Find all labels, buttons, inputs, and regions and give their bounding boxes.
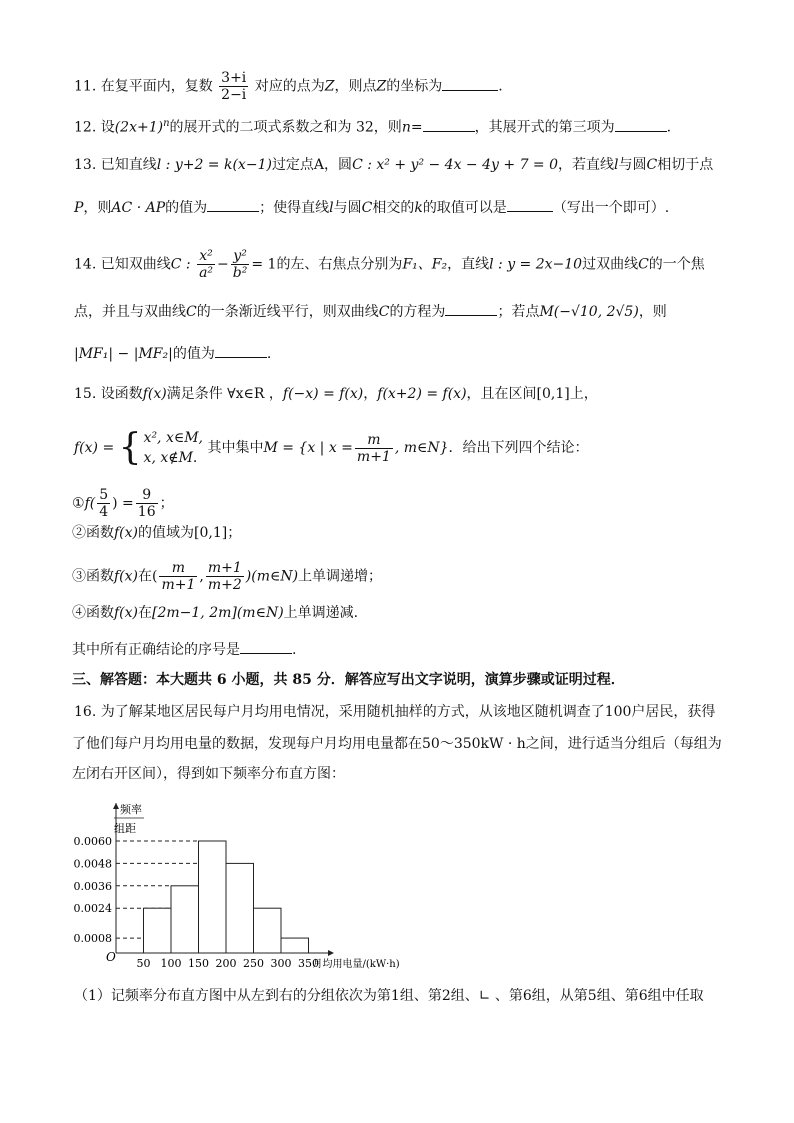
q14-end: .	[266, 346, 272, 362]
q15-conclusion-3	[72, 560, 382, 593]
answer-blank[interactable]	[240, 639, 292, 654]
q15-interval: [0,1]	[536, 386, 570, 402]
q13-text: （写出一个即可）.	[552, 200, 670, 216]
frac-denominator: 2−i	[221, 87, 247, 103]
q15-line-1	[74, 384, 598, 404]
q12-expr: (2x+1)	[114, 119, 164, 136]
brace-icon: {	[118, 427, 142, 468]
q13-text: 与圆	[618, 157, 647, 173]
q14-text: ，直线	[447, 256, 490, 273]
q13-var-p: P	[74, 200, 84, 216]
q14-var: C	[378, 304, 390, 320]
q13-line-1	[74, 155, 713, 175]
q14-line-eq: l : y = 2x−10	[489, 256, 583, 273]
q15-text: 其中集中	[207, 440, 264, 456]
q11-var-z2: Z	[376, 78, 387, 95]
q15-text: ．给出下列四个结论：	[448, 440, 589, 456]
q16-line-4: （1）记频率分布直方图中从左到右的分组依次为第1组、第2组、∟ 、第6组，从第5组、第6组中任取	[74, 988, 704, 1004]
q15-text: 在	[138, 605, 153, 621]
q12-text-3: ，其展开式的第三项为	[474, 119, 615, 136]
q11-text-4: 的坐标为	[386, 78, 443, 95]
q12-eq: =	[410, 119, 423, 136]
frac-denominator: m+1	[356, 448, 391, 465]
q15-text: ④函数	[72, 605, 114, 621]
histogram-bar	[254, 908, 282, 953]
q15-text: ) =	[112, 495, 134, 512]
x-tick-label: 150	[188, 957, 209, 970]
q13-vector-product: AC · AP	[111, 200, 166, 216]
y-axis-label-bottom: 组距	[114, 822, 136, 835]
q13-text: 的值为	[165, 200, 208, 216]
q15-text: 的值域为	[138, 525, 195, 541]
q14-var: C	[186, 304, 197, 320]
q14-number: 14.	[74, 256, 97, 273]
q15-conclusion-1	[72, 487, 174, 520]
answer-blank[interactable]	[207, 197, 259, 212]
x-axis-label: 月均用电量/(kW·h)	[312, 959, 400, 970]
q15-text: 设函数	[100, 386, 143, 402]
q11-text-3: ，则点	[334, 78, 377, 95]
frac-numerator: m	[159, 560, 197, 577]
q15-text: 在	[138, 568, 153, 585]
answer-blank[interactable]	[423, 117, 475, 132]
y-tick-label: 0.0048	[73, 857, 112, 871]
histogram-bar	[226, 863, 254, 953]
q15-case-2: x, x∉M.	[143, 450, 198, 466]
q15-text: ②函数	[72, 525, 114, 541]
q12-text-1: 设	[100, 119, 115, 136]
q15-frac-b	[206, 560, 244, 593]
q16-line-1: 16. 为了解某地区居民每户月均用电情况，采用随机抽样的方式，从该地区随机调查了100户居民，获得	[74, 704, 716, 720]
section-title: 三、解答题：本大题共 6 小题，共 85 分．解答应写出文字说明，演算步骤或证明过程．	[72, 672, 625, 688]
q14-var-c: C :	[170, 256, 191, 273]
q14-text: 的值为	[172, 346, 215, 362]
q15-conclusion-4	[72, 603, 358, 623]
q11-end: .	[498, 78, 503, 95]
q14-minus: −	[217, 256, 229, 273]
y-tick-label: 0.0036	[73, 879, 112, 893]
q15-text: ；	[159, 495, 174, 512]
frac-numerator: x²	[197, 248, 215, 265]
q14-text: 过双曲线	[582, 256, 639, 273]
frac-denominator: m+2	[207, 577, 242, 593]
frac-denominator: 16	[137, 504, 156, 520]
q14-var: C	[638, 256, 649, 273]
q15-text: ，	[363, 386, 378, 402]
y-axis-arrow-icon	[113, 803, 119, 809]
q15-interval: [0,1]	[194, 525, 228, 541]
q15-set-end: , m∈N}	[394, 440, 449, 456]
x-tick-label: 200	[215, 957, 237, 970]
q13-text: ，则	[83, 200, 112, 216]
conclusion-marker: ①	[72, 495, 85, 512]
q15-period-cond: f(x+2) = f(x)	[377, 386, 467, 402]
histogram-bar	[281, 938, 309, 953]
q12-var-n: n	[401, 119, 411, 136]
q15-text: 上单调递增；	[298, 568, 383, 585]
q13-text: 已知直线	[100, 157, 157, 173]
q14-line-1	[74, 248, 705, 281]
q16-line-3: 左闭右开区间），得到如下频率分布直方图：	[72, 766, 345, 782]
answer-blank[interactable]	[442, 76, 498, 91]
q13-var: C	[361, 200, 373, 216]
q15-fx: f(x)	[114, 568, 139, 585]
q14-text: ；若点	[497, 304, 540, 320]
histogram-bar	[144, 908, 172, 953]
q13-line-eq: l : y+2 = k(x−1)	[156, 157, 272, 173]
q14-fraction-x	[197, 248, 215, 281]
q15-text: ，且在区间	[466, 386, 537, 402]
q14-text: 点，并且与双曲线	[74, 304, 186, 320]
q12-number: 12.	[74, 119, 97, 136]
q14-fraction-y	[231, 248, 250, 281]
q15-text: 上，	[569, 386, 598, 402]
q14-point-m: M(−√10, 2√5)	[539, 304, 639, 320]
q13-var: C	[646, 157, 658, 173]
q15-frac-a	[159, 560, 197, 593]
q14-foci: F₁、F₂	[402, 256, 448, 273]
frac-numerator: 9	[136, 487, 158, 504]
frequency-histogram	[70, 795, 420, 975]
frac-numerator: 3+i	[221, 70, 247, 86]
q16-line-2: 了他们每户月均用电量的数据，发现每户月均用电量都在50～350kW · h之间，进行适当分组后（每组为	[72, 736, 722, 752]
q13-number: 13.	[74, 157, 97, 173]
q13-text: 相切于点	[657, 157, 714, 173]
x-tick-label: 100	[160, 957, 182, 970]
q15-end: .	[292, 642, 297, 658]
q15-case-1: x², x∈M,	[143, 430, 203, 446]
q13-text: ；使得直线	[259, 200, 330, 216]
q15-frac-5-4	[97, 487, 110, 520]
x-tick-label: 50	[136, 957, 151, 970]
q13-text: 的取值可以是	[422, 200, 507, 216]
frac-denominator: 4	[99, 504, 109, 520]
q11-line	[74, 70, 503, 103]
frac-numerator: m+1	[207, 560, 242, 576]
q13-var: l	[614, 157, 619, 173]
q14-text: 的方程为	[389, 304, 446, 320]
frac-numerator: 5	[99, 487, 109, 503]
answer-blank[interactable]	[215, 343, 267, 358]
q13-text: 过定点A，圆	[271, 157, 353, 173]
q15-text: (	[152, 568, 158, 585]
q12-line	[74, 114, 671, 138]
q15-frac-9-16	[136, 487, 158, 520]
q15-text: 其中所有正确结论的序号是	[72, 642, 240, 658]
answer-blank[interactable]	[615, 117, 667, 132]
q11-number: 11.	[74, 78, 97, 95]
q15-set-def: M = {x | x =	[263, 440, 353, 456]
q13-text: ，若直线	[558, 157, 615, 173]
q13-line-2	[74, 197, 669, 218]
q12-end: .	[666, 119, 672, 136]
y-tick-label: 0.0060	[73, 835, 112, 848]
q13-var: l	[329, 200, 334, 216]
q15-text: ,	[199, 568, 204, 585]
q14-line-2	[74, 301, 667, 322]
q14-eq: = 1	[251, 256, 277, 273]
q15-fx: f(x)	[114, 605, 139, 621]
q13-circle-eq: C : x² + y² − 4x − 4y + 7 = 0	[352, 157, 559, 173]
q15-text: ；	[227, 525, 242, 541]
q15-fraction-m	[355, 432, 393, 465]
histogram-bar	[171, 886, 199, 953]
q15-fx: f(x)	[114, 525, 139, 541]
x-axis-arrow-icon	[328, 950, 334, 956]
q15-fx-def: f(x) =	[74, 440, 115, 456]
frac-numerator: m	[355, 432, 393, 449]
q15-text: ③函数	[72, 568, 114, 585]
answer-blank[interactable]	[507, 197, 553, 212]
answer-blank[interactable]	[445, 301, 497, 316]
frac-denominator: b²	[232, 265, 248, 281]
q13-text: 相交的	[372, 200, 415, 216]
q13-text: 与圆	[333, 200, 362, 216]
q15-fx: f(x)	[142, 386, 167, 402]
q15-cases	[144, 428, 203, 468]
q15-text: )(m∈N)	[245, 568, 299, 585]
q12-exponent: n	[163, 118, 170, 129]
section-heading	[72, 670, 625, 690]
q12-text-2: 的展开式的二项式系数之和为 32，则	[169, 119, 402, 136]
q15-line-2	[74, 428, 589, 468]
q14-text: ，则	[638, 304, 667, 320]
q11-var-z: Z	[324, 78, 335, 95]
frac-numerator: y²	[231, 248, 250, 265]
q15-final	[72, 639, 296, 660]
q15-number: 15.	[74, 386, 97, 402]
q14-abs-expr: |MF₁| − |MF₂|	[74, 346, 173, 362]
q15-text: f(	[84, 495, 96, 512]
y-tick-label: 0.0024	[73, 902, 112, 916]
q14-text: 的一条渐近线平行，则双曲线	[196, 304, 379, 320]
q13-var-k: k	[414, 200, 423, 216]
q15-even-cond: f(−x) = f(x)	[282, 386, 364, 402]
q11-text-1: 在复平面内，复数	[100, 78, 213, 95]
histogram-bar	[199, 841, 227, 953]
origin-label: O	[106, 950, 116, 964]
q15-text: 满足条件 ∀x∈R ，	[166, 386, 283, 402]
y-tick-label: 0.0008	[73, 932, 112, 946]
q14-text: 的左、右焦点分别为	[276, 256, 403, 273]
frac-denominator: a²	[199, 265, 214, 281]
frac-denominator: m+1	[161, 577, 196, 593]
q14-line-3	[74, 343, 271, 364]
x-tick-label: 300	[270, 957, 292, 970]
q11-text-2: 对应的点为	[254, 78, 325, 95]
x-tick-label: 350	[298, 957, 319, 970]
q14-text: 的一个焦	[648, 256, 705, 273]
q15-interval: [2m−1, 2m](m∈N)	[152, 605, 284, 621]
y-axis-label-top: 频率	[120, 803, 142, 816]
x-tick-label: 250	[243, 957, 264, 970]
q11-fraction	[219, 70, 248, 103]
q14-text: 已知双曲线	[100, 256, 171, 273]
q15-text: 上单调递减.	[283, 605, 359, 621]
q15-conclusion-2	[72, 523, 241, 543]
